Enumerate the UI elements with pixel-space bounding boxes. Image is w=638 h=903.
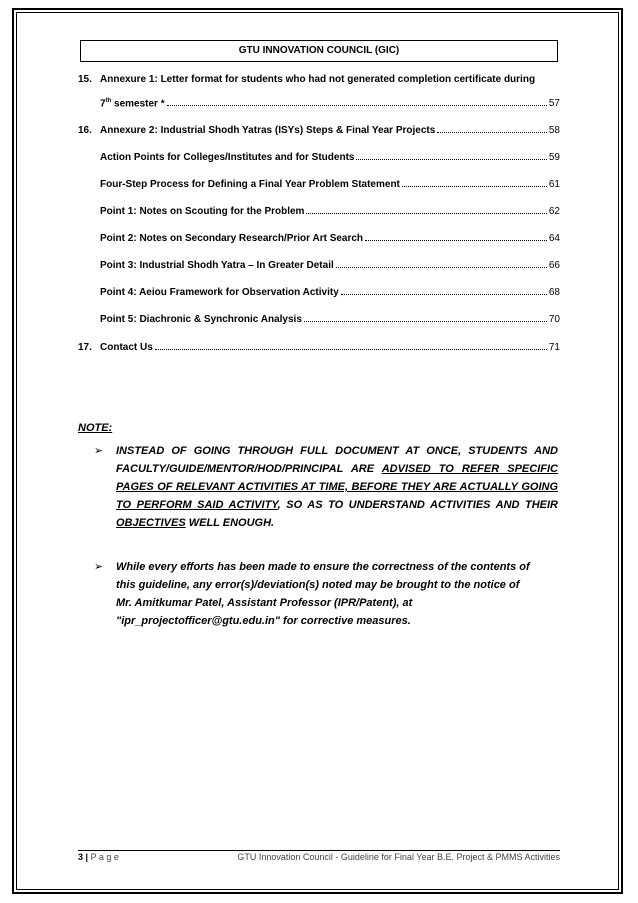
toc-page-number: 64 bbox=[548, 233, 560, 244]
dot-leader bbox=[306, 213, 546, 214]
note-title: NOTE: bbox=[78, 422, 113, 434]
toc-item-label: Contact Us bbox=[100, 342, 153, 353]
toc-page-number: 57 bbox=[548, 98, 560, 110]
dot-leader bbox=[336, 267, 547, 268]
toc-page-number: 66 bbox=[548, 260, 560, 271]
toc-subitem-label: Point 2: Notes on Secondary Research/Prior Art Search bbox=[100, 233, 364, 244]
note-bullet-text: INSTEAD OF GOING THROUGH FULL DOCUMENT AT ONCE, STUDENTS AND FACULTY/GUIDE/MENTOR/HOD/PRINCIPAL ARE ADVISED TO REFER SPECIFIC PAGES OF RELEVANT ACTIVITIES AT TIME, BEFORE THEY ARE ACTUALLY GOING TO PERFORM SAID ACTIVITY, SO AS TO UNDERSTAND ACTIVITIES AND THEIR OBJECTIVES WELL ENOUGH. bbox=[116, 445, 558, 529]
contact-email: "ipr_projectofficer@gtu.edu.in" for corrective measures. bbox=[116, 615, 411, 627]
toc-subitem[interactable] bbox=[100, 233, 560, 244]
toc-page-number: 68 bbox=[548, 287, 560, 298]
toc-subitem[interactable] bbox=[100, 152, 560, 163]
footer-divider bbox=[78, 850, 560, 851]
arrow-bullet-icon: ➢ bbox=[94, 561, 104, 573]
dot-leader bbox=[341, 294, 547, 295]
page-footer bbox=[78, 852, 560, 862]
toc-page-number: 62 bbox=[548, 206, 560, 217]
toc-page-number: 61 bbox=[548, 179, 560, 190]
toc-page-number: 71 bbox=[548, 342, 560, 353]
note-bullet-2 bbox=[94, 558, 558, 630]
dot-leader bbox=[365, 240, 547, 241]
dot-leader bbox=[356, 159, 546, 160]
toc-item-number: 16. bbox=[78, 125, 92, 136]
toc-subitem-label: Point 1: Notes on Scouting for the Problem bbox=[100, 206, 305, 217]
dot-leader bbox=[402, 186, 547, 187]
dot-leader bbox=[437, 132, 547, 133]
toc-subitem[interactable] bbox=[100, 287, 560, 298]
footer-text: GTU Innovation Council - Guideline for Final Year B.E. Project & PMMS Activities bbox=[237, 852, 560, 862]
header-title: GTU INNOVATION COUNCIL (GIC) bbox=[80, 40, 558, 62]
toc-subitem-label: Point 4: Aeiou Framework for Observation Activity bbox=[100, 287, 339, 298]
toc-item-label: Annexure 1: Letter format for students who had not generated completion certificate during bbox=[100, 74, 536, 85]
toc-item-15-line2[interactable] bbox=[100, 98, 560, 109]
toc-item-label: Annexure 2: Industrial Shodh Yatras (ISYs) Steps & Final Year Projects bbox=[100, 125, 436, 136]
toc-subitem-label: Four-Step Process for Defining a Final Year Problem Statement bbox=[100, 179, 400, 190]
toc-subitem[interactable] bbox=[100, 179, 560, 190]
toc-page-number: 70 bbox=[548, 314, 560, 325]
dot-leader bbox=[304, 321, 547, 322]
toc-page-number: 58 bbox=[548, 125, 560, 136]
toc-subitem-label: Point 5: Diachronic & Synchronic Analysis bbox=[100, 314, 302, 325]
toc-subitem-label: Action Points for Colleges/Institutes and for Students bbox=[100, 152, 355, 163]
toc-item-15-line1[interactable] bbox=[78, 74, 560, 85]
toc-item-number: 17. bbox=[78, 342, 92, 353]
dot-leader bbox=[167, 105, 547, 106]
note-bullet-1 bbox=[94, 442, 558, 532]
toc-subitem[interactable] bbox=[100, 206, 560, 217]
footer-page-indicator: 3 | P a g e bbox=[78, 852, 119, 862]
toc-subitem-label: Point 3: Industrial Shodh Yatra – In Greater Detail bbox=[100, 260, 334, 271]
toc-item-17[interactable] bbox=[78, 342, 560, 353]
dot-leader bbox=[155, 349, 547, 350]
toc-item-label-cont: 7th semester * bbox=[100, 98, 165, 110]
toc-page-number: 59 bbox=[548, 152, 560, 163]
toc-subitem[interactable] bbox=[100, 260, 560, 271]
toc-item-16[interactable] bbox=[78, 125, 560, 136]
arrow-bullet-icon: ➢ bbox=[94, 445, 104, 457]
toc-subitem[interactable] bbox=[100, 314, 560, 325]
toc-item-number: 15. bbox=[78, 74, 92, 85]
note-bullet-text: While every efforts has been made to ensure the correctness of the contents of this guideline, any error(s)/deviation(s) noted may be brought to the notice of Mr. Amitkumar Patel, Assistant Professor (IPR/Patent), at "ipr_projectofficer@gtu.edu.in" for corrective measures. bbox=[116, 561, 530, 627]
